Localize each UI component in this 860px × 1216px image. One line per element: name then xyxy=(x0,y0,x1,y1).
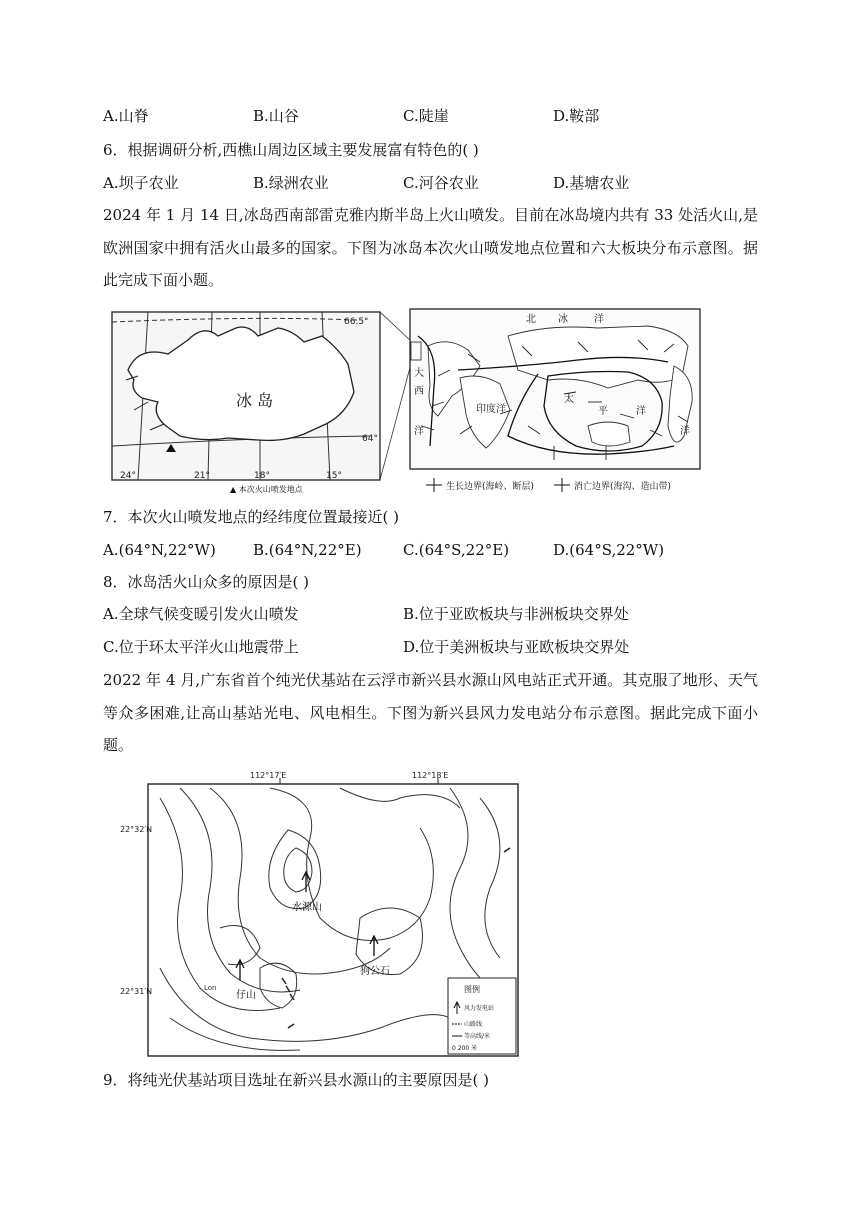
place-gougongshi: 狗公石 xyxy=(360,966,390,977)
lon-label-15: 15° xyxy=(326,471,342,481)
q6-option-c: C.河谷农业 xyxy=(403,174,479,192)
world-label-bei: 北 xyxy=(526,314,536,325)
legend-scale: 0 200 米 xyxy=(452,1045,478,1052)
q7-stem: 7．本次火山喷发地点的经纬度位置最接近( ) xyxy=(103,508,400,526)
world-label-yang3: 洋 xyxy=(636,406,646,417)
world-plates-map xyxy=(410,309,700,492)
legend-volcano: ▲ 本次火山喷发地点 xyxy=(230,485,303,494)
iceland-map xyxy=(112,312,380,494)
world-label-yang2: 洋 xyxy=(414,426,424,437)
lon-label-24: 24° xyxy=(120,471,136,481)
q6-option-a: A.坝子农业 xyxy=(103,174,179,192)
q8-stem: 8．冰岛活火山众多的原因是( ) xyxy=(103,573,310,591)
place-shuiyuanshan: 水源山 xyxy=(292,902,322,913)
figure-wind-station-map xyxy=(120,768,525,1063)
q8-option-c: C.位于环太平洋火山地震带上 xyxy=(103,638,299,656)
world-label-ping: 平 xyxy=(598,406,608,417)
world-label-indian: 印度洋 xyxy=(476,404,506,415)
world-label-tai: 太 xyxy=(564,394,574,405)
world-label-yang1: 洋 xyxy=(594,314,604,325)
q8-option-d: D.位于美洲板块与亚欧板块交界处 xyxy=(403,638,630,656)
lon-label-17: 112°17′E xyxy=(250,771,287,780)
contour-label: Lon xyxy=(204,984,217,992)
figure-iceland-plates xyxy=(108,306,702,496)
q7-option-b: B.(64°N,22°E) xyxy=(253,541,362,559)
lat-label-64: 64° xyxy=(362,434,378,444)
q5-option-a: A.山脊 xyxy=(103,107,149,125)
legend-road: 山路线 xyxy=(464,1021,483,1028)
q5-option-d: D.鞍部 xyxy=(553,107,600,125)
map-legend xyxy=(448,978,516,1054)
world-label-yang4: 洋 xyxy=(680,426,690,437)
world-label-bing: 冰 xyxy=(558,314,568,325)
lat-label-32: 22°32′N xyxy=(120,825,153,834)
world-label-da: 大 xyxy=(414,368,424,379)
legend-grow: 生长边界(海岭、断层) xyxy=(446,482,535,492)
lon-label-18: 18° xyxy=(254,471,270,481)
lat-label-31: 22°31′N xyxy=(120,987,153,996)
lat-label-66: 66.5° xyxy=(344,317,369,327)
legend-wind: 风力发电站 xyxy=(464,1005,495,1012)
q7-option-c: C.(64°S,22°E) xyxy=(403,541,510,559)
passage-iceland: 2024 年 1 月 14 日,冰岛西南部雷克雅内斯半岛上火山喷发。目前在冰岛境内共有 33 处活火山,是欧洲国家中拥有活火山最多的国家。下图为冰岛本次火山喷发地点位置和六大板块分布示意图。据此完成下面小题。 xyxy=(103,206,758,289)
lon-label-18: 112°18′E xyxy=(412,771,449,780)
lon-label-21: 21° xyxy=(194,471,210,481)
world-label-xi: 西 xyxy=(414,386,424,397)
q6-option-b: B.绿洲农业 xyxy=(253,174,329,192)
passage-wind-station: 2022 年 4 月,广东省首个纯光伏基站在云浮市新兴县水源山风电站正式开通。其克服了地形、天气等众多困难,让高山基站光电、风电相生。下图为新兴县风力发电站分布示意图。据此完成下面小题。 xyxy=(103,671,758,754)
q8-option-a: A.全球气候变暖引发火山喷发 xyxy=(103,605,299,623)
q7-option-d: D.(64°S,22°W) xyxy=(553,541,665,559)
iceland-label: 冰 岛 xyxy=(236,391,274,410)
legend-title: 图例 xyxy=(464,985,480,994)
legend-die: 消亡边界(海沟、造山带) xyxy=(574,482,672,492)
q8-option-b: B.位于亚欧板块与非洲板块交界处 xyxy=(403,605,629,623)
q5-option-b: B.山谷 xyxy=(253,107,299,125)
q6-stem: 6．根据调研分析,西樵山周边区域主要发展富有特色的( ) xyxy=(103,141,479,159)
legend-contour: 等高线/米 xyxy=(464,1033,491,1040)
q5-option-c: C.陡崖 xyxy=(403,107,449,125)
q6-option-d: D.基塘农业 xyxy=(553,174,630,192)
q9-stem: 9．将纯光伏基站项目选址在新兴县水源山的主要原因是( ) xyxy=(103,1071,490,1089)
legend-grow-icon xyxy=(426,478,442,492)
place-zaishan: 仔山 xyxy=(236,990,256,1001)
legend-die-icon xyxy=(554,478,570,492)
q7-option-a: A.(64°N,22°W) xyxy=(103,541,216,559)
